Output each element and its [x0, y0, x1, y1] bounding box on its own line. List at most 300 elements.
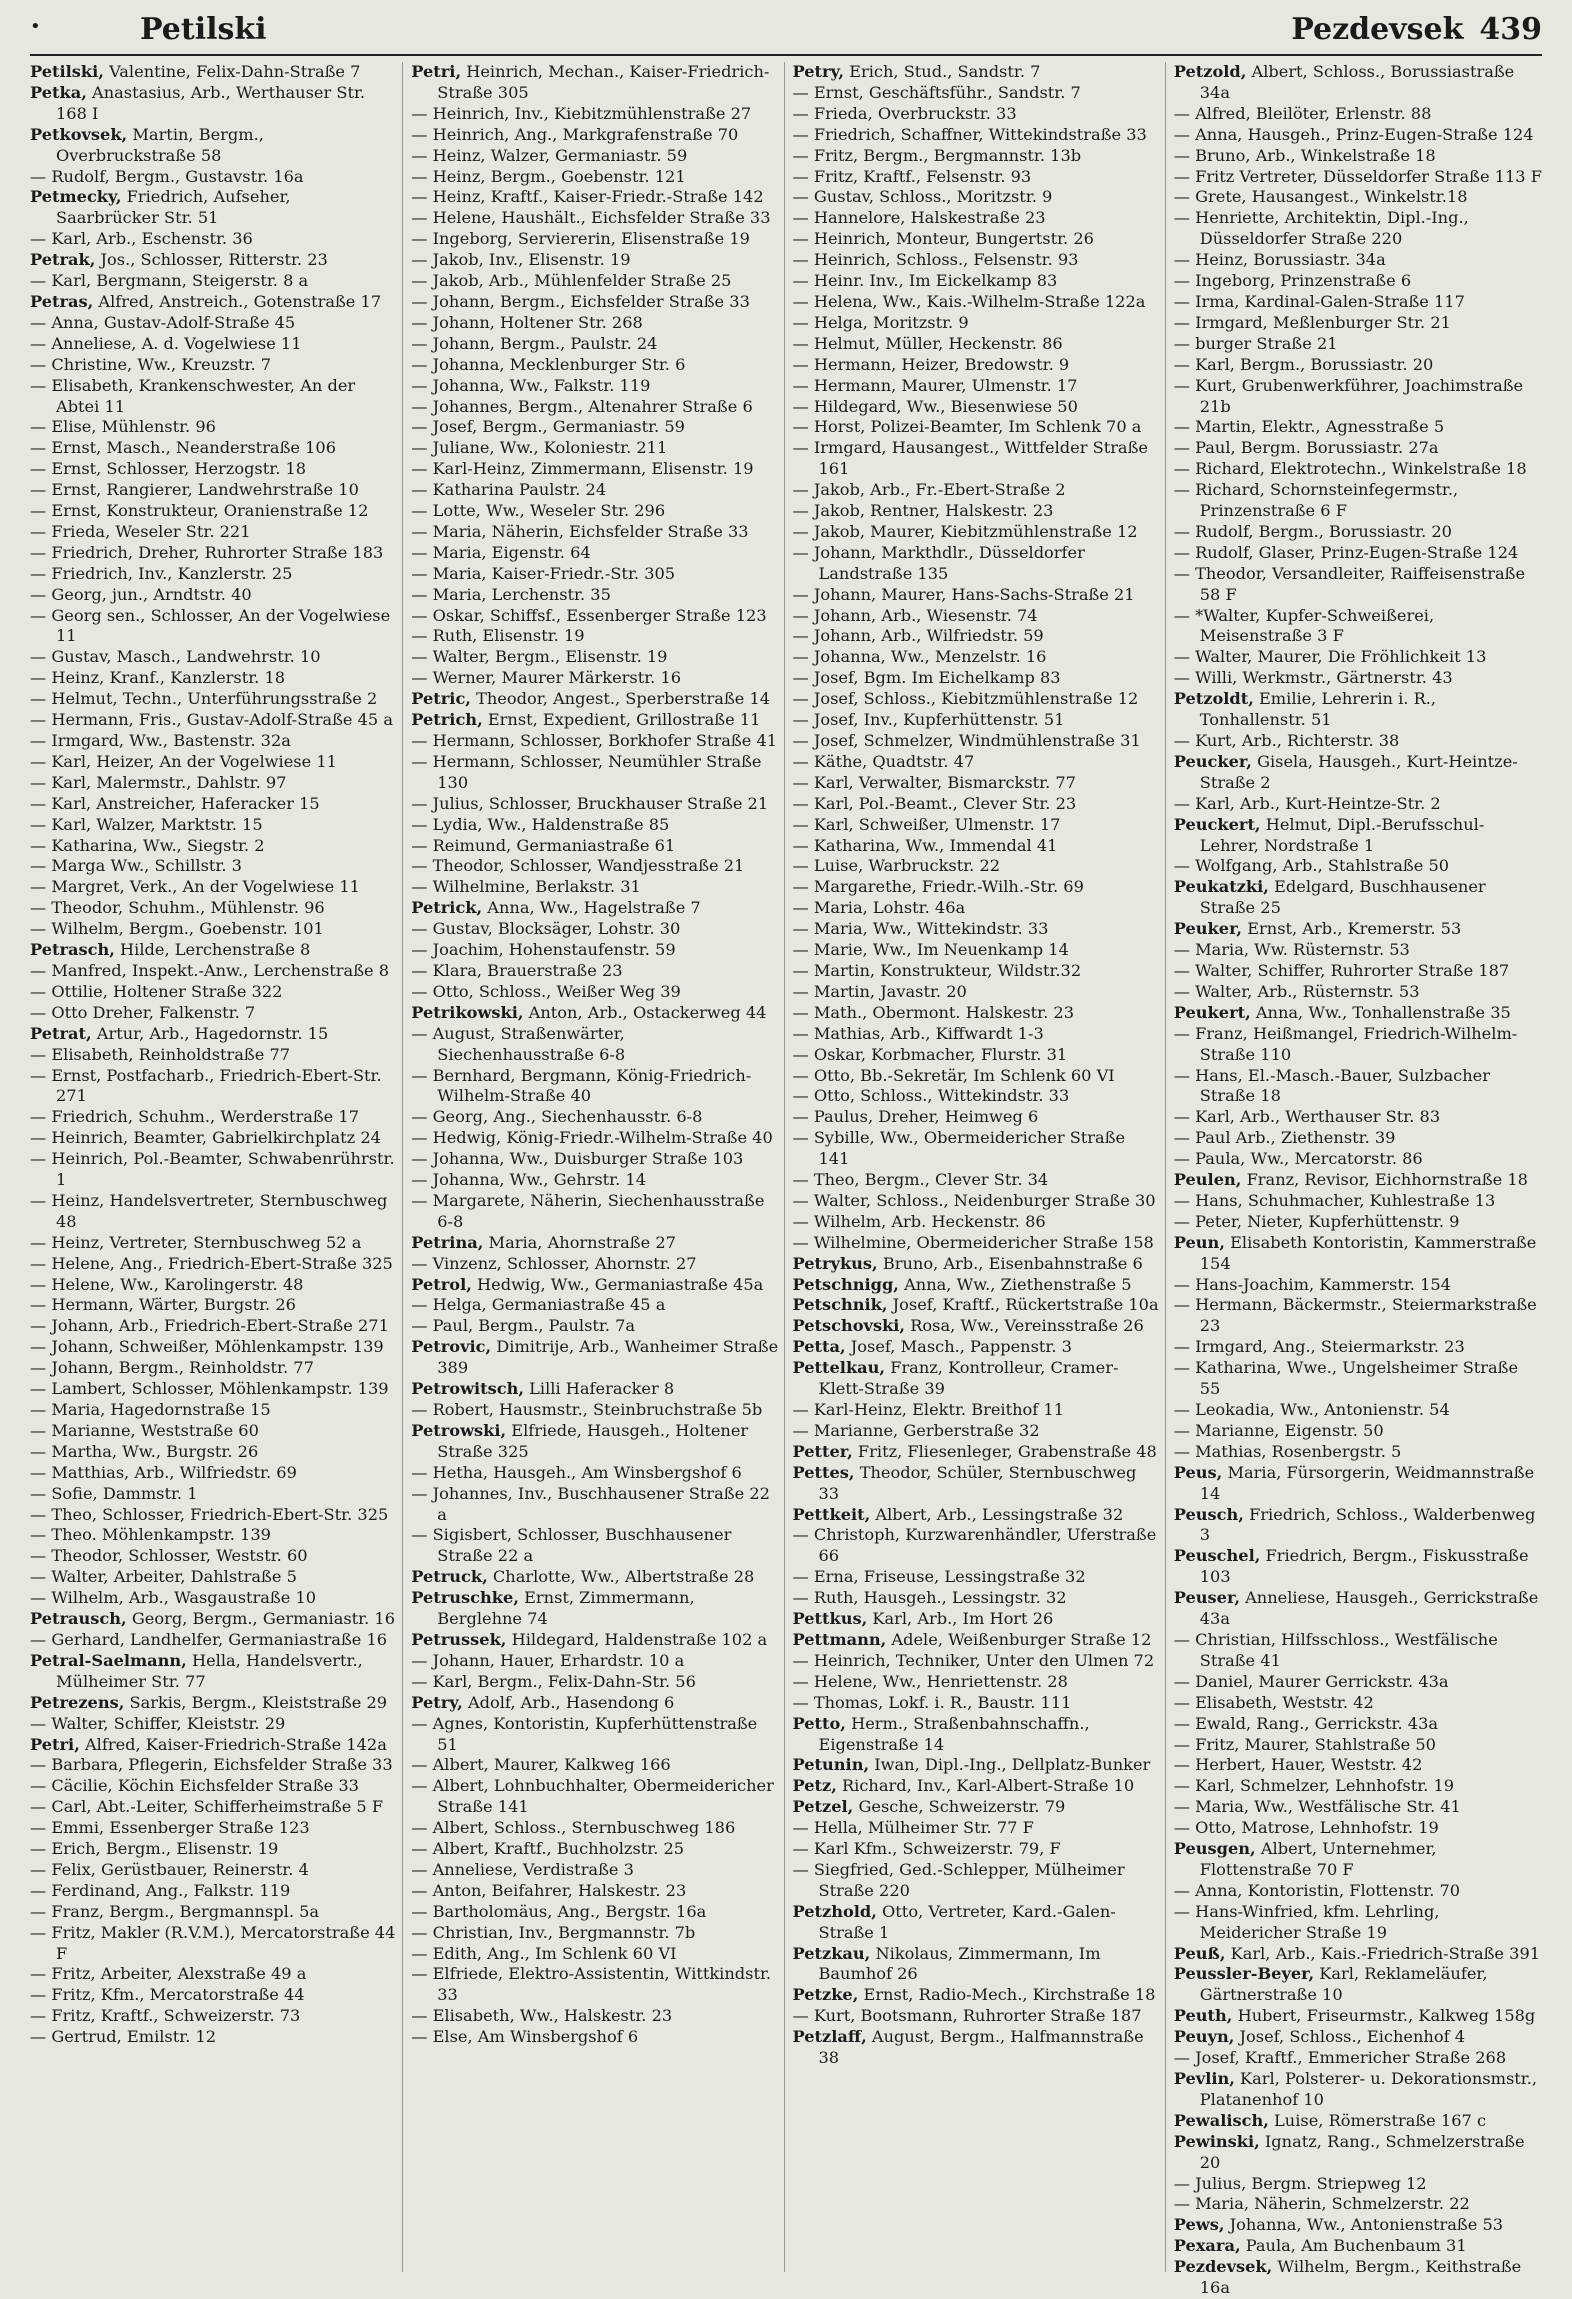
directory-entry: — Karl, Schmelzer, Lehnhofstr. 19	[1173, 1776, 1455, 1796]
directory-entry: — Richard, Elektrotechn., Winkelstraße 18	[1173, 459, 1527, 479]
directory-entry: — Paul Arb., Ziethenstr. 39	[1173, 1128, 1396, 1148]
directory-entry: — Leokadia, Ww., Antonienstr. 54	[1173, 1400, 1450, 1419]
directory-entry: Peuschel, Friedrich, Bergm., Fiskusstraße 103	[1173, 1546, 1529, 1587]
column-2	[411, 62, 784, 2272]
directory-entry: Pettmann, Adele, Weißenburger Straße 12	[792, 1629, 1152, 1649]
directory-entry: — Christian, Hilfsschloss., Westfälische Straße 41	[1173, 1629, 1498, 1670]
directory-entry: — Georg sen., Schlosser, An der Vogelwiese 11	[30, 605, 391, 646]
directory-entry: — Felix, Gerüstbauer, Reinerstr. 4	[30, 1859, 309, 1879]
directory-entry: Petrykus, Bruno, Arb., Eisenbahnstraße 6	[792, 1253, 1143, 1273]
directory-entry: — Wilhelm, Bergm., Goebenstr. 101	[30, 919, 324, 939]
directory-entry: — Carl, Abt.-Leiter, Schifferheimstraße 5 F	[30, 1797, 384, 1817]
directory-entry: — Karl, Anstreicher, Haferacker 15	[30, 793, 320, 813]
directory-entry: — Karl-Heinz, Elektr. Breithof 11	[792, 1400, 1065, 1419]
directory-entry: — Walter, Maurer, Die Fröhlichkeit 13	[1173, 647, 1487, 667]
directory-entry: — Christoph, Kurzwarenhändler, Uferstraße 66	[792, 1525, 1157, 1566]
directory-entry: — Grete, Hausangest., Winkelstr.18	[1173, 187, 1468, 207]
directory-entry: Peukert, Anna, Ww., Tonhallenstraße 35	[1173, 1002, 1511, 1022]
directory-entry: — Helga, Moritzstr. 9	[792, 312, 969, 332]
directory-entry: — Katharina, Ww., Immendal 41	[792, 835, 1058, 855]
directory-entry: — Frieda, Weseler Str. 221	[30, 521, 251, 541]
directory-entry: Petrowitsch, Lilli Haferacker 8	[411, 1379, 675, 1399]
directory-entry: — Maria, Kaiser-Friedr.-Str. 305	[411, 563, 676, 583]
directory-entry: Petrezens, Sarkis, Bergm., Kleiststraße 29	[30, 1692, 388, 1712]
directory-entry: — Ingeborg, Prinzenstraße 6	[1173, 271, 1412, 291]
directory-entry: Petri, Alfred, Kaiser-Friedrich-Straße 142a	[30, 1734, 387, 1754]
directory-entry: — Maria, Ww. Rüsternstr. 53	[1173, 940, 1410, 960]
directory-entry: — Walter, Arb., Rüsternstr. 53	[1173, 981, 1420, 1001]
directory-entry: — Katharina, Wwe., Ungelsheimer Straße 55	[1173, 1358, 1519, 1399]
directory-entry: Peuyn, Josef, Schloss., Eichenhof 4	[1173, 2027, 1465, 2047]
directory-entry: — Elisabeth, Weststr. 42	[1173, 1692, 1374, 1712]
directory-entry: — Gustav, Blocksäger, Lohstr. 30	[411, 919, 681, 939]
directory-entry: — Karl, Arb., Werthauser Str. 83	[1173, 1107, 1441, 1127]
directory-entry: Petkovsek, Martin, Bergm., Overbruckstraße 58	[30, 124, 264, 165]
directory-entry: — Ernst, Konstrukteur, Oranienstraße 12	[30, 501, 369, 521]
directory-entry: — Luise, Warbruckstr. 22	[792, 856, 1001, 876]
directory-entry: — Barbara, Pflegerin, Eichsfelder Straße 33	[30, 1755, 393, 1775]
directory-entry: — Johann, Bergm., Paulstr. 24	[411, 333, 658, 353]
directory-entry: Petmecky, Friedrich, Aufseher, Saarbrücker Str. 51	[30, 187, 291, 228]
directory-entry: — Hans, Schuhmacher, Kuhlestraße 13	[1173, 1190, 1496, 1210]
directory-entry: Petrat, Artur, Arb., Hagedornstr. 15	[30, 1023, 329, 1043]
directory-entry: — Maria, Näherin, Eichsfelder Straße 33	[411, 521, 749, 541]
directory-entry: — Hermann, Heizer, Bredowstr. 9	[792, 354, 1070, 374]
directory-entry: — Ruth, Hausgeh., Lessingstr. 32	[792, 1588, 1067, 1608]
directory-entry: Petry, Adolf, Arb., Hasendong 6	[411, 1692, 675, 1712]
directory-entry: Petschovski, Rosa, Ww., Vereinsstraße 26	[792, 1316, 1144, 1336]
directory-entry: — Theodor, Schlosser, Weststr. 60	[30, 1546, 308, 1566]
directory-entry: — Anton, Beifahrer, Halskestr. 23	[411, 1880, 687, 1900]
directory-entry: — Wilhelm, Arb. Heckenstr. 86	[792, 1211, 1046, 1231]
directory-entry: — Johanna, Ww., Duisburger Straße 103	[411, 1149, 744, 1169]
directory-entry: — Elisabeth, Krankenschwester, An der Abtei 11	[30, 375, 356, 416]
directory-entry: — Walter, Arbeiter, Dahlstraße 5	[30, 1567, 297, 1587]
directory-entry: — *Walter, Kupfer-Schweißerei, Meisenstraße 3 F	[1173, 605, 1435, 646]
directory-entry: — Sofie, Dammstr. 1	[30, 1483, 198, 1503]
directory-entry: Petzoldt, Emilie, Lehrerin i. R., Tonhallenstr. 51	[1173, 689, 1437, 730]
directory-entry: Petzhold, Otto, Vertreter, Kard.-Galen-Straße 1	[792, 1901, 1116, 1942]
directory-entry: — Else, Am Winsbergshof 6	[411, 2027, 639, 2047]
directory-entry: — Hans-Joachim, Kammerstr. 154	[1173, 1274, 1451, 1294]
directory-entry: — Maria, Ww., Westfälische Str. 41	[1173, 1797, 1461, 1817]
directory-entry: — Heinz, Walzer, Germaniastr. 59	[411, 145, 688, 165]
directory-entry: — Theodor, Schlosser, Wandjesstraße 21	[411, 856, 745, 876]
directory-entry: — Rudolf, Bergm., Borussiastr. 20	[1173, 521, 1452, 541]
directory-entry: — Hermann, Bäckermstr., Steiermarkstraße 23	[1173, 1295, 1537, 1336]
directory-entry: — Theo, Schlosser, Friedrich-Ebert-Str. 325	[30, 1504, 389, 1524]
directory-entry: — Ruth, Elisenstr. 19	[411, 626, 585, 646]
directory-entry: — Kurt, Bootsmann, Ruhrorter Straße 187	[792, 2006, 1142, 2026]
header-bullet: •	[30, 16, 41, 37]
directory-entry: — Christian, Inv., Bergmannstr. 7b	[411, 1922, 696, 1942]
directory-entry: — Karl, Heizer, An der Vogelwiese 11	[30, 751, 337, 771]
directory-entry: Petrina, Maria, Ahornstraße 27	[411, 1232, 676, 1252]
column-1	[30, 62, 403, 2272]
directory-entry: — Sigisbert, Schlosser, Buschhausener Straße 22 a	[411, 1525, 732, 1566]
directory-entry: — Albert, Maurer, Kalkweg 166	[411, 1755, 671, 1775]
directory-entry: — Peter, Nieter, Kupferhüttenstr. 9	[1173, 1211, 1460, 1231]
directory-entry: — Fritz, Kraftf., Schweizerstr. 73	[30, 2006, 301, 2026]
directory-entry: — Siegfried, Ged.-Schlepper, Mülheimer Straße 220	[792, 1859, 1125, 1900]
directory-entry: — Maria, Lerchenstr. 35	[411, 584, 611, 604]
directory-entry: — Johanna, Ww., Menzelstr. 16	[792, 647, 1047, 667]
column-4	[1173, 62, 1542, 2298]
directory-entry: — Hermann, Schlosser, Neumühler Straße 130	[411, 751, 762, 792]
directory-entry: — August, Straßenwärter, Siechenhausstraße 6-8	[411, 1023, 626, 1064]
directory-entry: — Paulus, Dreher, Heimweg 6	[792, 1107, 1039, 1127]
directory-entry: — Henriette, Architektin, Dipl.-Ing., Düsseldorfer Straße 220	[1173, 208, 1469, 249]
directory-entry: — Walter, Bergm., Elisenstr. 19	[411, 647, 668, 667]
directory-entry: — Oskar, Korbmacher, Flurstr. 31	[792, 1044, 1068, 1064]
directory-entry: — Christine, Ww., Kreuzstr. 7	[30, 354, 272, 374]
directory-entry: — Ernst, Schlosser, Herzogstr. 18	[30, 459, 307, 479]
directory-entry: Petto, Herm., Straßenbahnschaffn., Eigenstraße 14	[792, 1713, 1090, 1754]
directory-entry: — Karl, Arb., Eschenstr. 36	[30, 229, 253, 249]
directory-entry: — Math., Obermont. Halskestr. 23	[792, 1002, 1074, 1022]
directory-entry: — Helene, Ww., Henriettenstr. 28	[792, 1671, 1068, 1691]
directory-entry: Pews, Johanna, Ww., Antonienstraße 53	[1173, 2215, 1504, 2235]
directory-entry: — Hermann, Maurer, Ulmenstr. 17	[792, 375, 1078, 395]
directory-entry: — Karl-Heinz, Zimmermann, Elisenstr. 19	[411, 459, 754, 479]
directory-entry: Petri, Heinrich, Mechan., Kaiser-Friedrich-Straße 305	[411, 62, 770, 102]
directory-entry: — Johann, Maurer, Hans-Sachs-Straße 21	[792, 584, 1135, 604]
directory-entry: — Josef, Bgm. Im Eichelkamp 83	[792, 668, 1061, 688]
column-3	[793, 62, 1166, 2272]
directory-entry: — Helene, Haushält., Eichsfelder Straße 33	[411, 208, 771, 228]
columns-container	[30, 62, 1542, 2298]
directory-entry: — Georg, Ang., Siechenhausstr. 6-8	[411, 1107, 703, 1127]
directory-entry: — Fritz, Maurer, Stahlstraße 50	[1173, 1734, 1436, 1754]
directory-entry: Peuser, Anneliese, Hausgeh., Gerrickstraße 43a	[1173, 1588, 1539, 1629]
directory-entry: — Hannelore, Halskestraße 23	[792, 208, 1046, 228]
directory-entry: Petzke, Ernst, Radio-Mech., Kirchstraße 18	[792, 1985, 1156, 2005]
directory-entry: — Wilhelm, Arb., Wasgaustraße 10	[30, 1588, 317, 1608]
directory-entry: — Franz, Bergm., Bergmannspl. 5a	[30, 1901, 320, 1921]
directory-entry: — Karl, Arb., Kurt-Heintze-Str. 2	[1173, 793, 1441, 813]
directory-entry: — Walter, Schiffer, Kleiststr. 29	[30, 1713, 286, 1733]
directory-entry: — Manfred, Inspekt.-Anw., Lerchenstraße 8	[30, 960, 390, 980]
directory-entry: — Theo, Bergm., Clever Str. 34	[792, 1170, 1049, 1190]
directory-entry: — Josef, Bergm., Germaniastr. 59	[411, 417, 685, 437]
header-right	[1275, 12, 1542, 47]
directory-entry: — Marianne, Gerberstraße 32	[792, 1420, 1040, 1440]
directory-entry: — Julius, Bergm. Striepweg 12	[1173, 2173, 1427, 2193]
directory-entry: — Jakob, Rentner, Halskestr. 23	[792, 501, 1054, 521]
directory-entry: — Klara, Brauerstraße 23	[411, 960, 623, 980]
directory-entry: — Erich, Bergm., Elisenstr. 19	[30, 1839, 279, 1859]
directory-entry: — Josef, Kraftf., Emmericher Straße 268	[1173, 2048, 1507, 2068]
directory-entry: — Johanna, Ww., Falkstr. 119	[411, 375, 651, 395]
directory-entry: — Hella, Mülheimer Str. 77 F	[792, 1818, 1034, 1838]
directory-entry: — Heinz, Vertreter, Sternbuschweg 52 a	[30, 1232, 362, 1252]
directory-entry: — Paul, Bergm. Borussiastr. 27a	[1173, 438, 1439, 458]
directory-entry: — Bernhard, Bergmann, König-Friedrich-Wilhelm-Straße 40	[411, 1065, 752, 1106]
directory-entry: — Heinr. Inv., Im Eickelkamp 83	[792, 271, 1058, 291]
directory-entry: — Heinrich, Ang., Markgrafenstraße 70	[411, 124, 739, 144]
directory-entry: — Irma, Kardinal-Galen-Straße 117	[1173, 291, 1465, 311]
directory-entry: Peucker, Gisela, Hausgeh., Kurt-Heintze-Straße 2	[1173, 751, 1518, 792]
directory-entry: Petrak, Jos., Schlosser, Ritterstr. 23	[30, 250, 328, 270]
header-right-keyword: Pezdevsek	[1291, 12, 1464, 47]
directory-entry: — Bruno, Arb., Winkelstraße 18	[1173, 145, 1436, 165]
directory-entry: Petschnik, Josef, Kraftf., Rückertstraße 10a	[792, 1295, 1159, 1315]
directory-entry: — Bartholomäus, Ang., Bergstr. 16a	[411, 1901, 707, 1921]
directory-entry: — Richard, Schornsteinfegermstr., Prinzenstraße 6 F	[1173, 480, 1459, 521]
directory-entry: Peuckert, Helmut, Dipl.-Berufsschul-Lehrer, Nordstraße 1	[1173, 814, 1485, 855]
directory-entry: — Fritz, Kraftf., Felsenstr. 93	[792, 166, 1032, 186]
directory-entry: — Heinz, Handelsvertreter, Sternbuschweg 48	[30, 1190, 388, 1231]
directory-entry: — Gustav, Schloss., Moritzstr. 9	[792, 187, 1053, 207]
directory-entry: Petrikowski, Anton, Arb., Ostackerweg 44	[411, 1002, 767, 1022]
directory-entry: Petras, Alfred, Anstreich., Gotenstraße 17	[30, 291, 382, 311]
directory-entry: — Robert, Hausmstr., Steinbruchstraße 5b	[411, 1400, 763, 1419]
directory-entry: — Helena, Ww., Kais.-Wilhelm-Straße 122a	[792, 291, 1146, 311]
directory-entry: — Katharina Paulstr. 24	[411, 480, 607, 500]
directory-entry: — Heinz, Bergm., Goebenstr. 121	[411, 166, 686, 186]
directory-entry: — Josef, Schmelzer, Windmühlenstraße 31	[792, 731, 1141, 750]
directory-entry: — Katharina, Ww., Siegstr. 2	[30, 835, 265, 855]
directory-entry: — Friedrich, Schuhm., Werderstraße 17	[30, 1107, 359, 1127]
directory-entry: Peuth, Hubert, Friseurmstr., Kalkweg 158g	[1173, 2006, 1536, 2026]
directory-entry: — Hermann, Fris., Gustav-Adolf-Straße 45 a	[30, 710, 394, 730]
directory-entry: Petunin, Iwan, Dipl.-Ing., Dellplatz-Bunker	[792, 1755, 1151, 1775]
directory-entry: — Cäcilie, Köchin Eichsfelder Straße 33	[30, 1776, 359, 1796]
directory-entry: — Frieda, Overbruckstr. 33	[792, 103, 1017, 123]
directory-entry: — Georg, jun., Arndtstr. 40	[30, 584, 252, 604]
directory-entry: Petka, Anastasius, Arb., Werthauser Str. 168 I	[30, 82, 366, 123]
directory-entry: Petrowski, Elfriede, Hausgeh., Holtener Straße 325	[411, 1420, 749, 1461]
directory-entry: — Albert, Schloss., Sternbuschweg 186	[411, 1818, 736, 1838]
directory-entry: — Fritz, Arbeiter, Alexstraße 49 a	[30, 1964, 307, 1984]
directory-entry: — Friedrich, Inv., Kanzlerstr. 25	[30, 563, 293, 583]
directory-entry: — Johann, Schweißer, Möhlenkampstr. 139	[30, 1337, 384, 1357]
directory-entry: — Friedrich, Dreher, Ruhrorter Straße 183	[30, 542, 384, 562]
directory-entry: Peulen, Franz, Revisor, Eichhornstraße 18	[1173, 1170, 1528, 1190]
directory-entry: — Horst, Polizei-Beamter, Im Schlenk 70 a	[792, 417, 1142, 437]
page-header	[30, 10, 1542, 56]
directory-entry: — Johann, Arb., Wiesenstr. 74	[792, 605, 1038, 625]
directory-entry: — Hermann, Wärter, Burgstr. 26	[30, 1295, 296, 1315]
directory-entry: — Karl, Pol.-Beamt., Clever Str. 23	[792, 793, 1077, 813]
directory-entry: — Julius, Schlosser, Bruckhauser Straße 21	[411, 793, 769, 813]
directory-entry: — Irmgard, Ww., Bastenstr. 32a	[30, 731, 291, 750]
directory-entry: Petz, Richard, Inv., Karl-Albert-Straße 10	[792, 1776, 1135, 1796]
directory-entry: Petrovic, Dimitrije, Arb., Wanheimer Straße 389	[411, 1337, 779, 1378]
directory-entry: — Anna, Kontoristin, Flottenstr. 70	[1173, 1880, 1461, 1900]
directory-entry: — Agnes, Kontoristin, Kupferhüttenstraße 51	[411, 1713, 758, 1754]
directory-entry: — Marga Ww., Schillstr. 3	[30, 856, 242, 876]
directory-entry: Petruschke, Ernst, Zimmermann, Berglehne 74	[411, 1588, 695, 1629]
directory-entry: — Heinz, Kranf., Kanzlerstr. 18	[30, 668, 286, 688]
directory-entry: Petrol, Hedwig, Ww., Germaniastraße 45a	[411, 1274, 764, 1294]
directory-entry: — Marie, Ww., Im Neuenkamp 14	[792, 940, 1069, 960]
directory-entry: — Walter, Schloss., Neidenburger Straße 30	[792, 1190, 1156, 1210]
directory-entry: — Ernst, Postfacharb., Friedrich-Ebert-Str. 271	[30, 1065, 382, 1106]
directory-entry: — Helene, Ang., Friedrich-Ebert-Straße 325	[30, 1253, 393, 1273]
directory-entry: Pettkus, Karl, Arb., Im Hort 26	[792, 1609, 1054, 1629]
directory-entry: — Hermann, Schlosser, Borkhofer Straße 41	[411, 731, 778, 750]
directory-entry: Pettes, Theodor, Schüler, Sternbuschweg 33	[792, 1462, 1137, 1503]
directory-entry: — Otto, Schloss., Wittekindstr. 33	[792, 1086, 1070, 1106]
directory-entry: — Kurt, Arb., Richterstr. 38	[1173, 731, 1400, 750]
directory-entry: — Karl Kfm., Schweizerstr. 79, F	[792, 1839, 1061, 1859]
directory-entry: — Rudolf, Bergm., Gustavstr. 16a	[30, 166, 304, 186]
directory-entry: — Mathias, Rosenbergstr. 5	[1173, 1441, 1402, 1461]
directory-entry: — Hans-Winfried, kfm. Lehrling, Meidericher Straße 19	[1173, 1901, 1440, 1942]
directory-entry: — Karl, Walzer, Marktstr. 15	[30, 814, 263, 834]
directory-entry: — Heinrich, Inv., Kiebitzmühlenstraße 27	[411, 103, 752, 123]
directory-entry: — Willi, Werkmstr., Gärtnerstr. 43	[1173, 668, 1453, 688]
directory-entry: — Kurt, Grubenwerkführer, Joachimstraße 21b	[1173, 375, 1524, 416]
directory-entry: — Reimund, Germaniastraße 61	[411, 835, 676, 855]
directory-entry: — Johanna, Ww., Gehrstr. 14	[411, 1170, 647, 1190]
directory-entry: Petrausch, Georg, Bergm., Germaniastr. 16	[30, 1609, 396, 1629]
directory-entry: — Gustav, Masch., Landwehrstr. 10	[30, 647, 321, 667]
directory-entry: — Friedrich, Schaffner, Wittekindstraße 33	[792, 124, 1147, 144]
directory-entry: — Elisabeth, Ww., Halskestr. 23	[411, 2006, 673, 2026]
page-number: 439	[1479, 12, 1542, 47]
directory-entry: — Ewald, Rang., Gerrickstr. 43a	[1173, 1713, 1439, 1733]
directory-entry: Peusgen, Albert, Unternehmer, Flottenstraße 70 F	[1173, 1839, 1437, 1879]
directory-entry: — Otto Dreher, Falkenstr. 7	[30, 1002, 256, 1022]
directory-entry: — Gertrud, Emilstr. 12	[30, 2027, 217, 2047]
directory-entry: — Edith, Ang., Im Schlenk 60 VI	[411, 1943, 677, 1963]
directory-entry: — Joachim, Hohenstaufenstr. 59	[411, 940, 676, 960]
directory-entry: — Elisabeth, Reinholdstraße 77	[30, 1044, 291, 1064]
directory-entry: — Maria, Ww., Wittekindstr. 33	[792, 919, 1049, 939]
directory-entry: Petrasch, Hilde, Lerchenstraße 8	[30, 940, 311, 960]
directory-entry: — Karl, Malermstr., Dahlstr. 97	[30, 772, 287, 792]
directory-entry: Petry, Erich, Stud., Sandstr. 7	[792, 62, 1041, 81]
directory-entry: — Jakob, Arb., Fr.-Ebert-Straße 2	[792, 480, 1066, 500]
directory-entry: — Anna, Hausgeh., Prinz-Eugen-Straße 124	[1173, 124, 1534, 144]
directory-entry: — Johann, Holtener Str. 268	[411, 312, 643, 332]
directory-entry: Peun, Elisabeth Kontoristin, Kammerstraße 154	[1173, 1232, 1537, 1273]
directory-entry: Peus, Maria, Fürsorgerin, Weidmannstraße 14	[1173, 1462, 1535, 1503]
directory-entry: — Franz, Heißmangel, Friedrich-Wilhelm-Straße 110	[1173, 1023, 1518, 1064]
directory-entry: — Margret, Verk., An der Vogelwiese 11	[30, 877, 360, 897]
directory-entry: Petzold, Albert, Schloss., Borussiastraße 34a	[1173, 62, 1515, 102]
directory-entry: Petter, Fritz, Fliesenleger, Grabenstraße 48	[792, 1441, 1157, 1461]
directory-entry: — Irmgard, Meßlenburger Str. 21	[1173, 312, 1451, 332]
directory-entry: — Anneliese, A. d. Vogelwiese 11	[30, 333, 302, 353]
directory-entry: — Albert, Kraftf., Buchholzstr. 25	[411, 1839, 685, 1859]
directory-entry: Peuker, Ernst, Arb., Kremerstr. 53	[1173, 919, 1462, 939]
directory-entry: — Johann, Bergm., Eichsfelder Straße 33	[411, 291, 750, 311]
directory-entry: Peukatzki, Edelgard, Buschhausener Straße 25	[1173, 877, 1486, 918]
directory-entry: — Josef, Schloss., Kiebitzmühlenstraße 12	[792, 689, 1139, 709]
directory-entry: — Johann, Arb., Wilfriedstr. 59	[792, 626, 1044, 646]
directory-entry: Pexara, Paula, Am Buchenbaum 31	[1173, 2236, 1467, 2256]
directory-entry: — Johann, Bergm., Reinholdstr. 77	[30, 1358, 314, 1378]
directory-entry: — Werner, Maurer Märkerstr. 16	[411, 668, 682, 688]
directory-entry: — Maria, Hagedornstraße 15	[30, 1400, 271, 1419]
directory-entry: — Heinrich, Pol.-Beamter, Schwabenrührstr. 1	[30, 1149, 395, 1190]
directory-entry: — Vinzenz, Schlosser, Ahornstr. 27	[411, 1253, 697, 1273]
directory-entry: — Jakob, Arb., Mühlenfelder Straße 25	[411, 271, 732, 291]
directory-entry: — Lambert, Schlosser, Möhlenkampstr. 139	[30, 1379, 389, 1399]
directory-entry: — Anneliese, Verdistraße 3	[411, 1859, 634, 1879]
directory-entry: — Theo. Möhlenkampstr. 139	[30, 1525, 271, 1545]
directory-entry: — Ernst, Rangierer, Landwehrstraße 10	[30, 480, 359, 500]
directory-entry: Pettelkau, Franz, Kontrolleur, Cramer-Klett-Straße 39	[792, 1358, 1119, 1399]
directory-entry: — Maria, Lohstr. 46a	[792, 898, 966, 918]
directory-entry: — Walter, Schiffer, Ruhrorter Straße 187	[1173, 960, 1510, 980]
directory-entry: Petrussek, Hildegard, Haldenstraße 102 a	[411, 1629, 768, 1649]
directory-entry: — Erna, Friseuse, Lessingstraße 32	[792, 1567, 1086, 1587]
directory-entry: — Karl, Schweißer, Ulmenstr. 17	[792, 814, 1061, 834]
directory-entry: — Ferdinand, Ang., Falkstr. 119	[30, 1880, 291, 1900]
directory-entry: — Jakob, Inv., Elisenstr. 19	[411, 250, 631, 270]
directory-entry: — Juliane, Ww., Koloniestr. 211	[411, 438, 668, 458]
directory-entry: — Hildegard, Ww., Biesenwiese 50	[792, 396, 1078, 416]
directory-entry: — Karl, Bergm., Borussiastr. 20	[1173, 354, 1434, 374]
directory-entry: — Alfred, Bleilöter, Erlenstr. 88	[1173, 103, 1432, 123]
directory-entry: — Sybille, Ww., Obermeidericher Straße 141	[792, 1128, 1126, 1169]
directory-entry: — Ernst, Masch., Neanderstraße 106	[30, 438, 337, 458]
directory-entry: — Gerhard, Landhelfer, Germaniastraße 16	[30, 1629, 388, 1649]
directory-entry: — Fritz Vertreter, Düsseldorfer Straße 113 F	[1173, 166, 1542, 186]
directory-entry: — Hetha, Hausgeh., Am Winsbergshof 6	[411, 1462, 742, 1482]
directory-entry: — Irmgard, Hausangest., Wittfelder Straße 161	[792, 438, 1148, 479]
directory-entry: — Jakob, Maurer, Kiebitzmühlenstraße 12	[792, 521, 1138, 541]
directory-entry: — Karl, Verwalter, Bismarckstr. 77	[792, 772, 1076, 792]
directory-entry: — Martin, Konstrukteur, Wildstr.32	[792, 960, 1082, 980]
directory-entry: — Wilhelmine, Berlakstr. 31	[411, 877, 641, 897]
directory-entry: Petschnigg, Anna, Ww., Ziethenstraße 5	[792, 1274, 1132, 1294]
directory-entry: Peuß, Karl, Arb., Kais.-Friedrich-Straße 391	[1173, 1943, 1541, 1963]
directory-entry: Pewalisch, Luise, Römerstraße 167 c	[1173, 2110, 1487, 2130]
directory-entry: Petrich, Ernst, Expedient, Grillostraße 11	[411, 710, 761, 730]
directory-entry: Pettkeit, Albert, Arb., Lessingstraße 32	[792, 1504, 1124, 1524]
directory-entry: — Ottilie, Holtener Straße 322	[30, 981, 283, 1001]
directory-entry: Petzel, Gesche, Schweizerstr. 79	[792, 1797, 1066, 1817]
directory-entry: Pevlin, Karl, Polsterer- u. Dekorationsmstr., Platanenhof 10	[1173, 2069, 1538, 2109]
directory-entry: Petilski, Valentine, Felix-Dahn-Straße 7	[30, 62, 361, 81]
directory-entry: — Rudolf, Glaser, Prinz-Eugen-Straße 124	[1173, 542, 1519, 562]
directory-entry: — Paula, Ww., Mercatorstr. 86	[1173, 1149, 1423, 1169]
directory-entry: — Helene, Ww., Karolingerstr. 48	[30, 1274, 304, 1294]
directory-entry: — Theodor, Versandleiter, Raiffeisenstraße 58 F	[1173, 563, 1526, 604]
directory-entry: — burger Straße 21	[1173, 333, 1338, 353]
directory-entry: — Emmi, Essenberger Straße 123	[30, 1818, 310, 1838]
directory-entry: — Maria, Näherin, Schmelzerstr. 22	[1173, 2194, 1470, 2214]
directory-entry: — Lydia, Ww., Haldenstraße 85	[411, 814, 670, 834]
directory-entry: — Oskar, Schiffsf., Essenberger Straße 123	[411, 605, 767, 625]
directory-entry: — Heinrich, Schloss., Felsenstr. 93	[792, 250, 1079, 270]
directory-entry: — Fritz, Bergm., Bergmannstr. 13b	[792, 145, 1082, 165]
directory-entry: — Margarethe, Friedr.-Wilh.-Str. 69	[792, 877, 1084, 897]
directory-entry: Petzlaff, August, Bergm., Halfmannstraße 38	[792, 2027, 1144, 2068]
directory-entry: — Ernst, Geschäftsführ., Sandstr. 7	[792, 82, 1081, 102]
directory-entry: Pezdevsek, Wilhelm, Bergm., Keithstraße 16a	[1173, 2257, 1522, 2298]
directory-entry: — Elise, Mühlenstr. 96	[30, 417, 216, 437]
directory-entry: — Maria, Eigenstr. 64	[411, 542, 591, 562]
directory-entry: — Martin, Elektr., Agnesstraße 5	[1173, 417, 1445, 437]
directory-entry: — Helmut, Müller, Heckenstr. 86	[792, 333, 1063, 353]
directory-entry: — Karl, Bergm., Felix-Dahn-Str. 56	[411, 1671, 696, 1691]
directory-entry: — Johanna, Mecklenburger Str. 6	[411, 354, 686, 374]
directory-entry: — Otto, Schloss., Weißer Weg 39	[411, 981, 681, 1001]
directory-entry: — Heinrich, Techniker, Unter den Ulmen 72	[792, 1650, 1155, 1670]
directory-entry: — Ingeborg, Serviererin, Elisenstraße 19	[411, 229, 750, 249]
directory-entry: — Martin, Javastr. 20	[792, 981, 967, 1001]
directory-entry: Petral-Saelmann, Hella, Handelsvertr., Mülheimer Str. 77	[30, 1650, 363, 1691]
directory-entry: — Paul, Bergm., Paulstr. 7a	[411, 1316, 636, 1336]
directory-entry: — Johannes, Inv., Buschhausener Straße 22 a	[411, 1483, 770, 1524]
directory-entry: — Daniel, Maurer Gerrickstr. 43a	[1173, 1671, 1449, 1691]
